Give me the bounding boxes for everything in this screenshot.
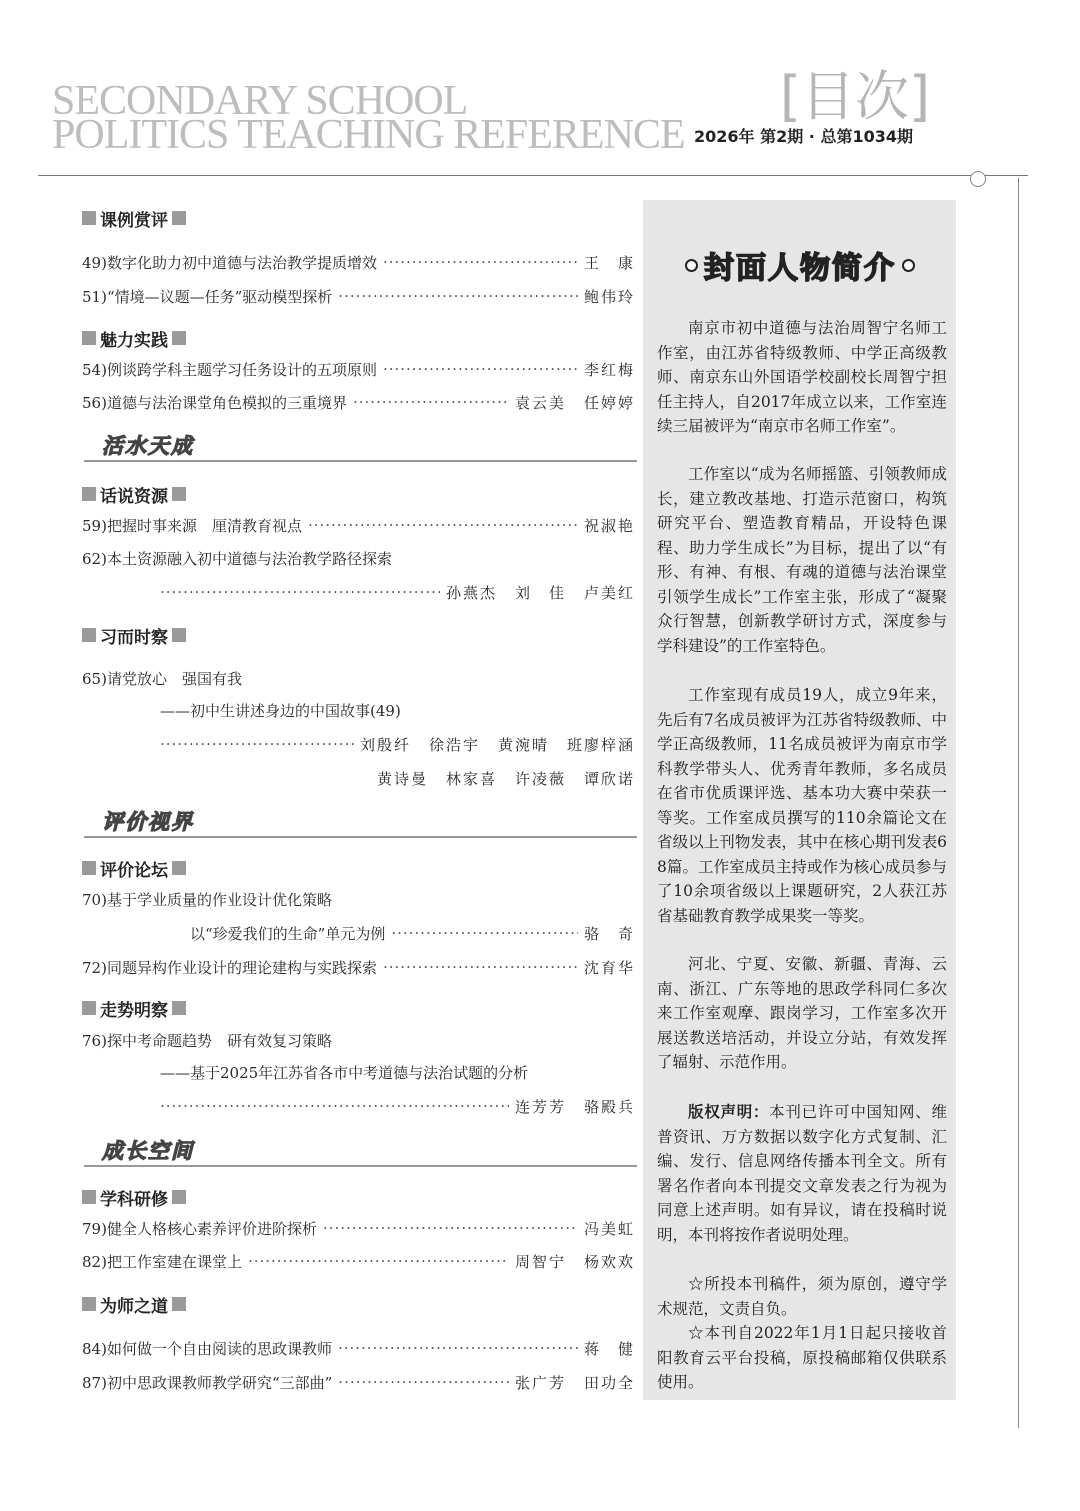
- author: 黄诗曼: [376, 769, 428, 788]
- entry-authors: [515, 392, 635, 413]
- entry-title: 56)道德与法治课堂角色模拟的三重境界: [82, 393, 347, 412]
- toc-entry-title-line[interactable]: [82, 546, 635, 570]
- leader-dots: [353, 393, 509, 411]
- square-bullet-icon: [82, 331, 96, 345]
- toc-entry[interactable]: [82, 955, 635, 979]
- author: 刘殷纤: [359, 735, 411, 754]
- toc-heading-weishi: [82, 1292, 186, 1316]
- leader-dots: [160, 583, 440, 601]
- author: 鲍伟玲: [583, 287, 635, 306]
- heading-text: 评价论坛: [100, 860, 168, 881]
- leader-dots: [383, 253, 578, 271]
- author: 谭欣诺: [583, 769, 635, 788]
- toc-heading-kelie: [82, 206, 186, 230]
- author: 黄涴晴: [497, 735, 549, 754]
- author: 蒋 健: [583, 1339, 635, 1358]
- entry-authors: [584, 923, 635, 944]
- leader-dots: [338, 287, 578, 305]
- author: 骆殿兵: [583, 1097, 635, 1116]
- copyright-notice: [657, 1100, 947, 1247]
- leader-dots: [338, 1373, 509, 1391]
- square-bullet-icon: [172, 1001, 186, 1015]
- toc-entry-author-line: [160, 732, 635, 756]
- heading-text: 学科研修: [100, 1189, 168, 1210]
- heading-text: 走势明察: [100, 1000, 168, 1021]
- author: 沈育华: [583, 958, 635, 977]
- square-bullet-icon: [82, 861, 96, 875]
- square-bullet-icon: [82, 1297, 96, 1311]
- section-banner-pingjia: [84, 812, 637, 838]
- entry-authors: [584, 359, 635, 380]
- entry-title: 82)把工作室建在课堂上: [82, 1252, 242, 1271]
- leader-dots: [323, 1219, 578, 1237]
- heading-text: 为师之道: [100, 1296, 168, 1317]
- author: 任婷婷: [583, 393, 635, 412]
- author: 王 康: [583, 253, 635, 272]
- author: 徐浩宇: [428, 735, 480, 754]
- author: 李红梅: [583, 360, 635, 379]
- toc-heading-xier: [82, 623, 186, 647]
- entry-authors: [515, 1096, 635, 1117]
- entry-authors: [515, 1251, 635, 1272]
- dot-ornament-icon: [685, 259, 698, 272]
- corner-circle-ornament: [970, 171, 986, 187]
- toc-entry[interactable]: [82, 513, 635, 537]
- entry-authors: [446, 582, 635, 603]
- author: 周智宁: [514, 1252, 566, 1271]
- square-bullet-icon: [172, 1190, 186, 1204]
- author: 杨欢欢: [583, 1252, 635, 1271]
- entry-authors: [377, 768, 635, 789]
- entry-authors: [584, 286, 635, 307]
- entry-authors: [515, 1372, 635, 1393]
- entry-title: 87)初中思政课教师教学研究“三部曲”: [82, 1373, 333, 1392]
- author: 刘 佳: [514, 583, 566, 602]
- leader-dots: [391, 924, 578, 942]
- author: 连芳芳: [514, 1097, 566, 1116]
- square-bullet-icon: [82, 1001, 96, 1015]
- profile-paragraph-4: 河北、宁夏、安徽、新疆、青海、云南、浙江、广东等地的思政学科同仁多次来工作室观摩、跟岗学习，工作室多次开展送教送培活动，并设立分站，有效发挥了辐射、示范作用。: [657, 955, 947, 1071]
- entry-title: 72)同题异构作业设计的理论建构与实践探索: [82, 958, 377, 977]
- toc-entry-author-line: [160, 1094, 635, 1118]
- heading-text: 话说资源: [100, 486, 168, 507]
- leader-dots: [383, 360, 578, 378]
- copyright-label: 版权声明：: [688, 1103, 770, 1121]
- toc-entry-title-line[interactable]: [82, 887, 635, 911]
- heading-text: 魅力实践: [100, 330, 168, 351]
- entry-subtitle: ——初中生讲述身边的中国故事(49): [160, 702, 401, 720]
- toc-heading-pingjia: [82, 856, 186, 880]
- author: 许凌薇: [514, 769, 566, 788]
- banner-text: 成长空间: [102, 1139, 194, 1163]
- author: 骆 奇: [583, 924, 635, 943]
- author: 林家喜: [445, 769, 497, 788]
- author: 卢美红: [583, 583, 635, 602]
- entry-authors: [584, 515, 635, 536]
- entry-authors: [584, 957, 635, 978]
- heading-text: 习而时察: [100, 627, 168, 648]
- toc-entry[interactable]: [82, 1216, 635, 1240]
- profile-paragraph-1: 南京市初中道德与法治周智宁名师工作室，由江苏省特级教师、中学正高级教师、南京东山外国语学校副校长周智宁担任主持人，自2017年成立以来，工作室连续三届被评为“南京市名师工作室”。: [657, 319, 947, 435]
- copyright-text: 本刊已许可中国知网、维普资讯、万方数据以数字化方式复制、汇编、发行、信息网络传播本刊全文。所有署名作者向本刊提交文章发表之行为视为同意上述声明。如有异议，请在投稿时说明，本刊将按作者说明处理。: [657, 1103, 947, 1244]
- entry-title: 54)例谈跨学科主题学习任务设计的五项原则: [82, 360, 377, 379]
- leader-dots: [248, 1252, 509, 1270]
- entry-title: 84)如何做一个自由阅读的思政课教师: [82, 1339, 332, 1358]
- toc-heading-zoushi: [82, 996, 186, 1020]
- banner-text: 活水天成: [102, 434, 194, 458]
- square-bullet-icon: [172, 1297, 186, 1311]
- toc-entry[interactable]: [82, 1249, 635, 1273]
- entry-authors: [584, 1338, 635, 1359]
- profile-paragraph-2: 工作室以“成为名师摇篮、引领教师成长，建立教改基地、打造示范窗口，构筑研究平台、塑造教育精品，开设特色课程、助力学生成长”为目标，提出了以“有形、有神、有根、有魂的道德与法治课堂引领学生成长”工作室主张，形成了“凝聚众行智慧，创新教学研讨方式，深度参与学科建设”的工作室特色。: [657, 465, 947, 655]
- entry-title: 51)“情境—议题—任务”驱动模型探析: [82, 287, 333, 306]
- toc-entry-author-line: [160, 766, 635, 790]
- square-bullet-icon: [172, 331, 186, 345]
- leader-dots: [383, 958, 578, 976]
- issue-number: 2026年 第2期 · 总第1034期: [694, 127, 913, 146]
- toc-entry[interactable]: [82, 390, 635, 414]
- submission-note-2: ☆本刊自2022年1月1日起只接收首阳教育云平台投稿，原投稿邮箱仅供联系使用。: [657, 1324, 947, 1391]
- cover-profile-title: [654, 243, 946, 287]
- banner-text: 评价视界: [102, 810, 194, 834]
- toc-heading-huashuo: [82, 482, 186, 506]
- submission-note-1: ☆所投本刊稿件，须为原创，遵守学术规范，文责自负。: [657, 1275, 947, 1318]
- dot-ornament-icon: [902, 259, 915, 272]
- leader-dots: [160, 1097, 509, 1115]
- right-margin-rule: [1018, 178, 1019, 1428]
- entry-title: 79)健全人格核心素养评价进阶探析: [82, 1219, 317, 1238]
- entry-authors: [584, 1218, 635, 1239]
- entry-title: 65)请党放心 强国有我: [82, 669, 242, 688]
- square-bullet-icon: [172, 628, 186, 642]
- square-bullet-icon: [82, 487, 96, 501]
- author: 袁云美: [514, 393, 566, 412]
- toc-heading-meili: [82, 326, 186, 350]
- square-bullet-icon: [172, 487, 186, 501]
- entry-subtitle: 以“珍爱我们的生命”单元为例: [190, 924, 386, 943]
- toc-entry[interactable]: [82, 357, 635, 381]
- author: 田功全: [583, 1373, 635, 1392]
- square-bullet-icon: [172, 211, 186, 225]
- profile-paragraph-3: 工作室现有成员19人，成立9年来，先后有7名成员被评为江苏省特级教师、中学正高级教师，11名成员被评为南京市学科教学带头人、优秀青年教师，多名成员在省市优质课评选、基本功大赛中荣获一等奖。工作室成员撰写的110余篇论文在省级以上刊物发表，其中在核心期刊发表68篇。工作室成员主持或作为核心成员参与了10余项省级以上课题研究，2人获江苏省基础教育教学成果奖一等奖。: [657, 686, 947, 925]
- author: 班廖梓涵: [566, 735, 635, 754]
- square-bullet-icon: [172, 861, 186, 875]
- profile-title-text: 封面人物简介: [704, 251, 896, 286]
- toc-heading-xueke: [82, 1185, 186, 1209]
- author: 张广芳: [514, 1373, 566, 1392]
- entry-title: 49)数字化助力初中道德与法治教学提质增效: [82, 253, 377, 272]
- square-bullet-icon: [82, 211, 96, 225]
- toc-entry[interactable]: [82, 250, 635, 274]
- section-banner-huoshui: [84, 436, 637, 462]
- entry-authors: [584, 252, 635, 273]
- leader-dots: [160, 735, 354, 753]
- toc-entry-title-line[interactable]: [82, 666, 635, 690]
- entry-title: 70)基于学业质量的作业设计优化策略: [82, 890, 332, 909]
- author: 孙燕杰: [445, 583, 497, 602]
- toc-entry[interactable]: [82, 1370, 635, 1394]
- author: 冯美虹: [583, 1219, 635, 1238]
- journal-english-title-line1: SECONDARY SCHOOL: [52, 78, 468, 124]
- journal-english-title-line2: POLITICS TEACHING REFERENCE: [52, 112, 685, 158]
- toc-entry[interactable]: [82, 284, 635, 308]
- toc-entry-subtitle-line: [190, 921, 635, 945]
- leader-dots: [308, 516, 578, 534]
- toc-entry-author-line: [160, 580, 635, 604]
- entry-title: 76)探中考命题趋势 研有效复习策略: [82, 1031, 332, 1050]
- square-bullet-icon: [82, 628, 96, 642]
- toc-entry-title-line[interactable]: [82, 1028, 635, 1052]
- section-label: [目次]: [779, 65, 931, 128]
- entry-title: 62)本土资源融入初中道德与法治教学路径探索: [82, 549, 392, 568]
- square-bullet-icon: [82, 1190, 96, 1204]
- leader-dots: [338, 1339, 578, 1357]
- entry-subtitle: ——基于2025年江苏省各市中考道德与法治试题的分析: [160, 1064, 529, 1082]
- toc-entry[interactable]: [82, 1336, 635, 1360]
- author: 祝淑艳: [583, 516, 635, 535]
- header-divider: [38, 175, 1028, 176]
- section-banner-chengzhang: [84, 1141, 637, 1167]
- entry-authors: [360, 734, 635, 755]
- entry-title: 59)把握时事来源 厘清教育视点: [82, 516, 302, 535]
- heading-text: 课例赏评: [100, 210, 168, 231]
